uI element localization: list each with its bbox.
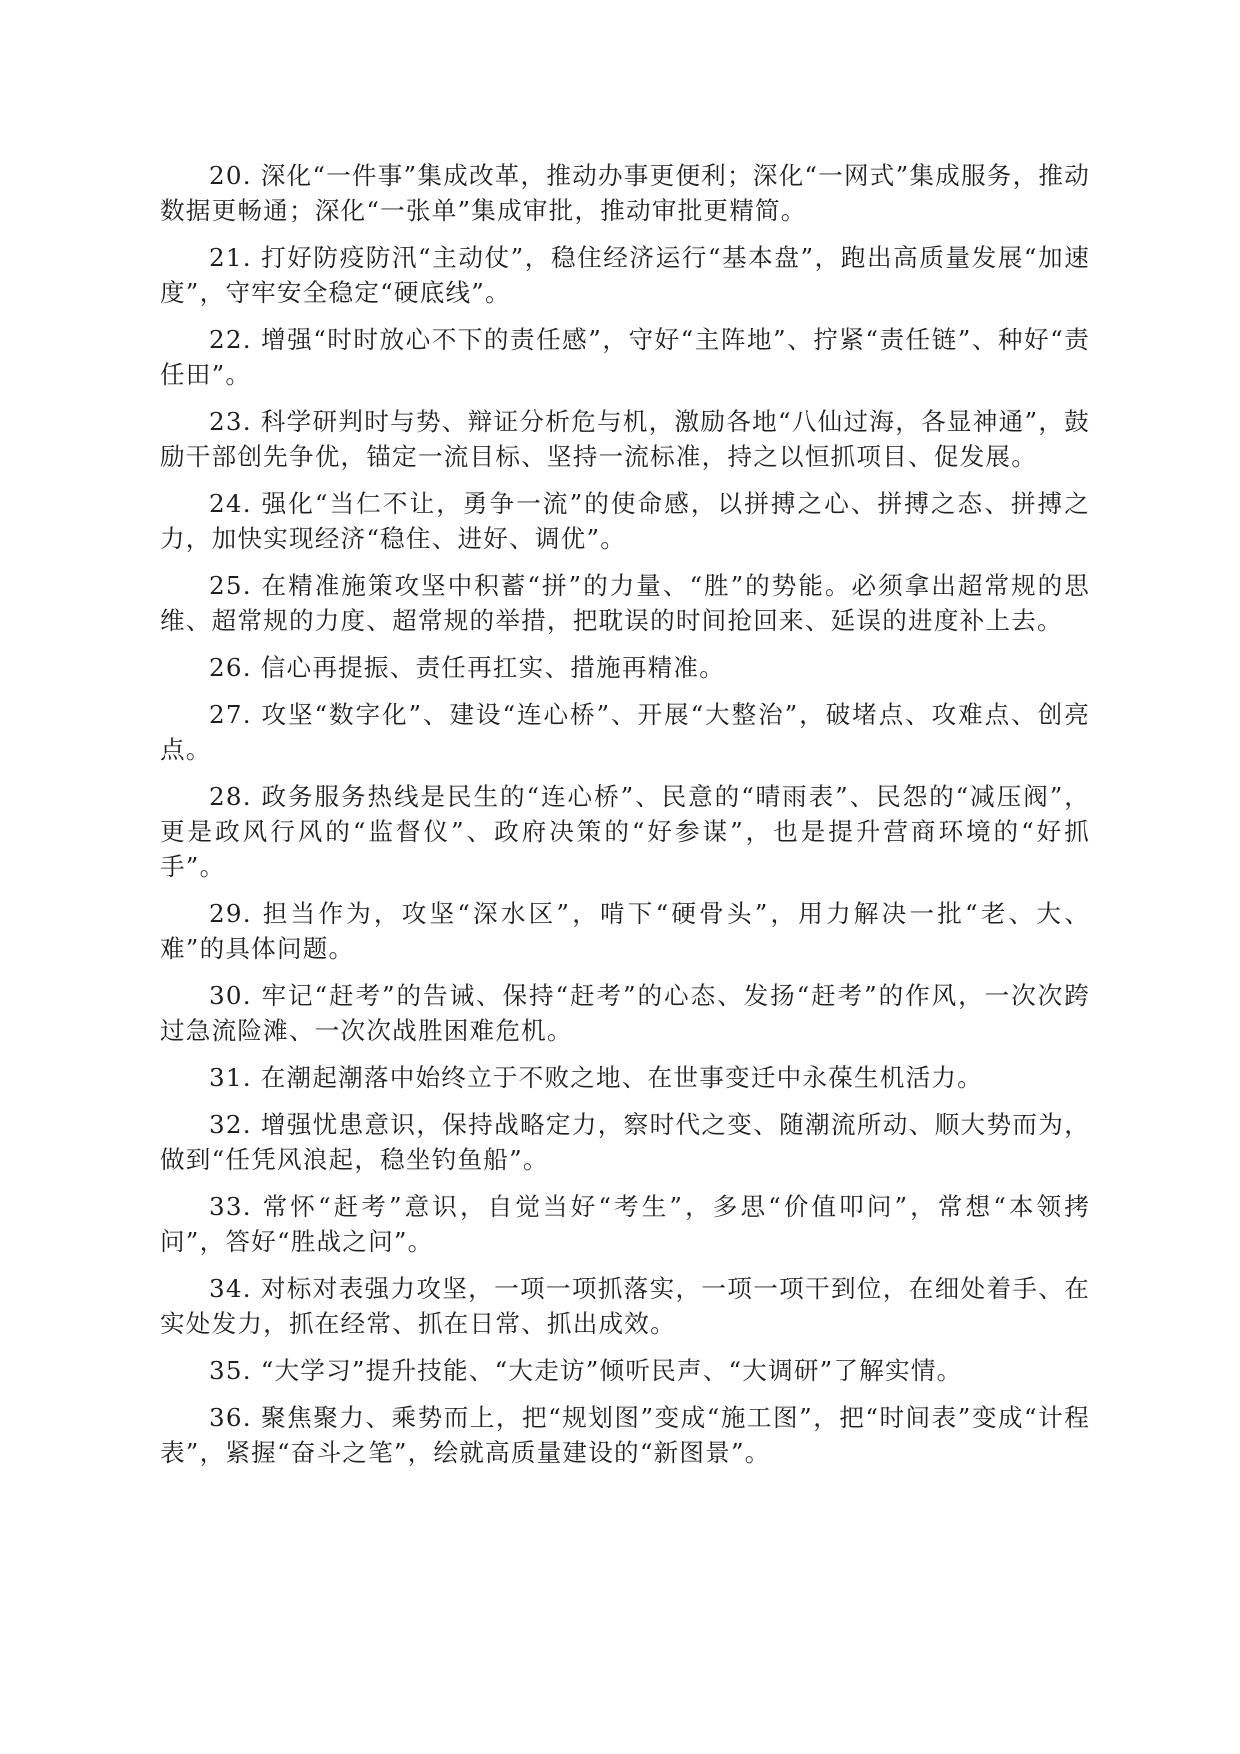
- paragraph-22: 22. 增强“时时放心不下的责任感”，守好“主阵地”、拧紧“责任链”、种好“责任田”。: [160, 325, 1090, 389]
- document-body: [160, 158, 1090, 1482]
- paragraph-21: 21. 打好防疫防汛“主动仗”，稳住经济运行“基本盘”，跑出高质量发展“加速度”，守牢安全稳定“硬底线”。: [160, 243, 1090, 307]
- paragraph-23: 23. 科学研判时与势、辩证分析危与机，激励各地“八仙过海，各显神通”，鼓励干部创先争优，锚定一流目标、坚持一流标准，持之以恒抓项目、促发展。: [160, 407, 1090, 471]
- paragraph-34: 34. 对标对表强力攻坚，一项一项抓落实，一项一项干到位，在细处着手、在实处发力，抓在经常、抓在日常、抓出成效。: [160, 1274, 1090, 1338]
- paragraph-28: 28. 政务服务热线是民生的“连心桥”、民意的“晴雨表”、民怨的“减压阀”，更是政风行风的“监督仪”、政府决策的“好参谋”，也是提升营商环境的“好抓手”。: [160, 782, 1090, 881]
- paragraph-32: 32. 增强忧患意识，保持战略定力，察时代之变、随潮流所动、顺大势而为，做到“任凭风浪起，稳坐钓鱼船”。: [160, 1110, 1090, 1174]
- paragraph-35: 35. “大学习”提升技能、“大走访”倾听民声、“大调研”了解实情。: [209, 1356, 963, 1385]
- paragraph-36: 36. 聚焦聚力、乘势而上，把“规划图”变成“施工图”，把“时间表”变成“计程表”，紧握“奋斗之笔”，绘就高质量建设的“新图景”。: [160, 1403, 1090, 1467]
- paragraph-27: 27. 攻坚“数字化”、建设“连心桥”、开展“大整治”，破堵点、攻难点、创亮点。: [160, 700, 1090, 764]
- paragraph-31: 31. 在潮起潮落中始终立于不败之地、在世事变迁中永葆生机活力。: [209, 1063, 983, 1092]
- paragraph-26: 26. 信心再提振、责任再扛实、措施再精准。: [209, 653, 726, 682]
- paragraph-30: 30. 牢记“赶考”的告诫、保持“赶考”的心态、发扬“赶考”的作风，一次次跨过急流险滩、一次次战胜困难危机。: [160, 981, 1090, 1045]
- paragraph-33: 33. 常怀“赶考”意识，自觉当好“考生”，多思“价值叩问”，常想“本领拷问”，答好“胜战之问”。: [160, 1192, 1090, 1256]
- paragraph-24: 24. 强化“当仁不让，勇争一流”的使命感，以拼搏之心、拼搏之态、拼搏之力，加快实现经济“稳住、进好、调优”。: [160, 489, 1090, 553]
- paragraph-20: 20. 深化“一件事”集成改革，推动办事更便利；深化“一网式”集成服务，推动数据更畅通；深化“一张单”集成审批，推动审批更精简。: [160, 161, 1090, 225]
- paragraph-25: 25. 在精准施策攻坚中积蓄“拼”的力量、“胜”的势能。必须拿出超常规的思维、超常规的力度、超常规的举措，把耽误的时间抢回来、延误的进度补上去。: [160, 571, 1090, 635]
- paragraph-29: 29. 担当作为，攻坚“深水区”，啃下“硬骨头”，用力解决一批“老、大、难”的具体问题。: [160, 899, 1090, 963]
